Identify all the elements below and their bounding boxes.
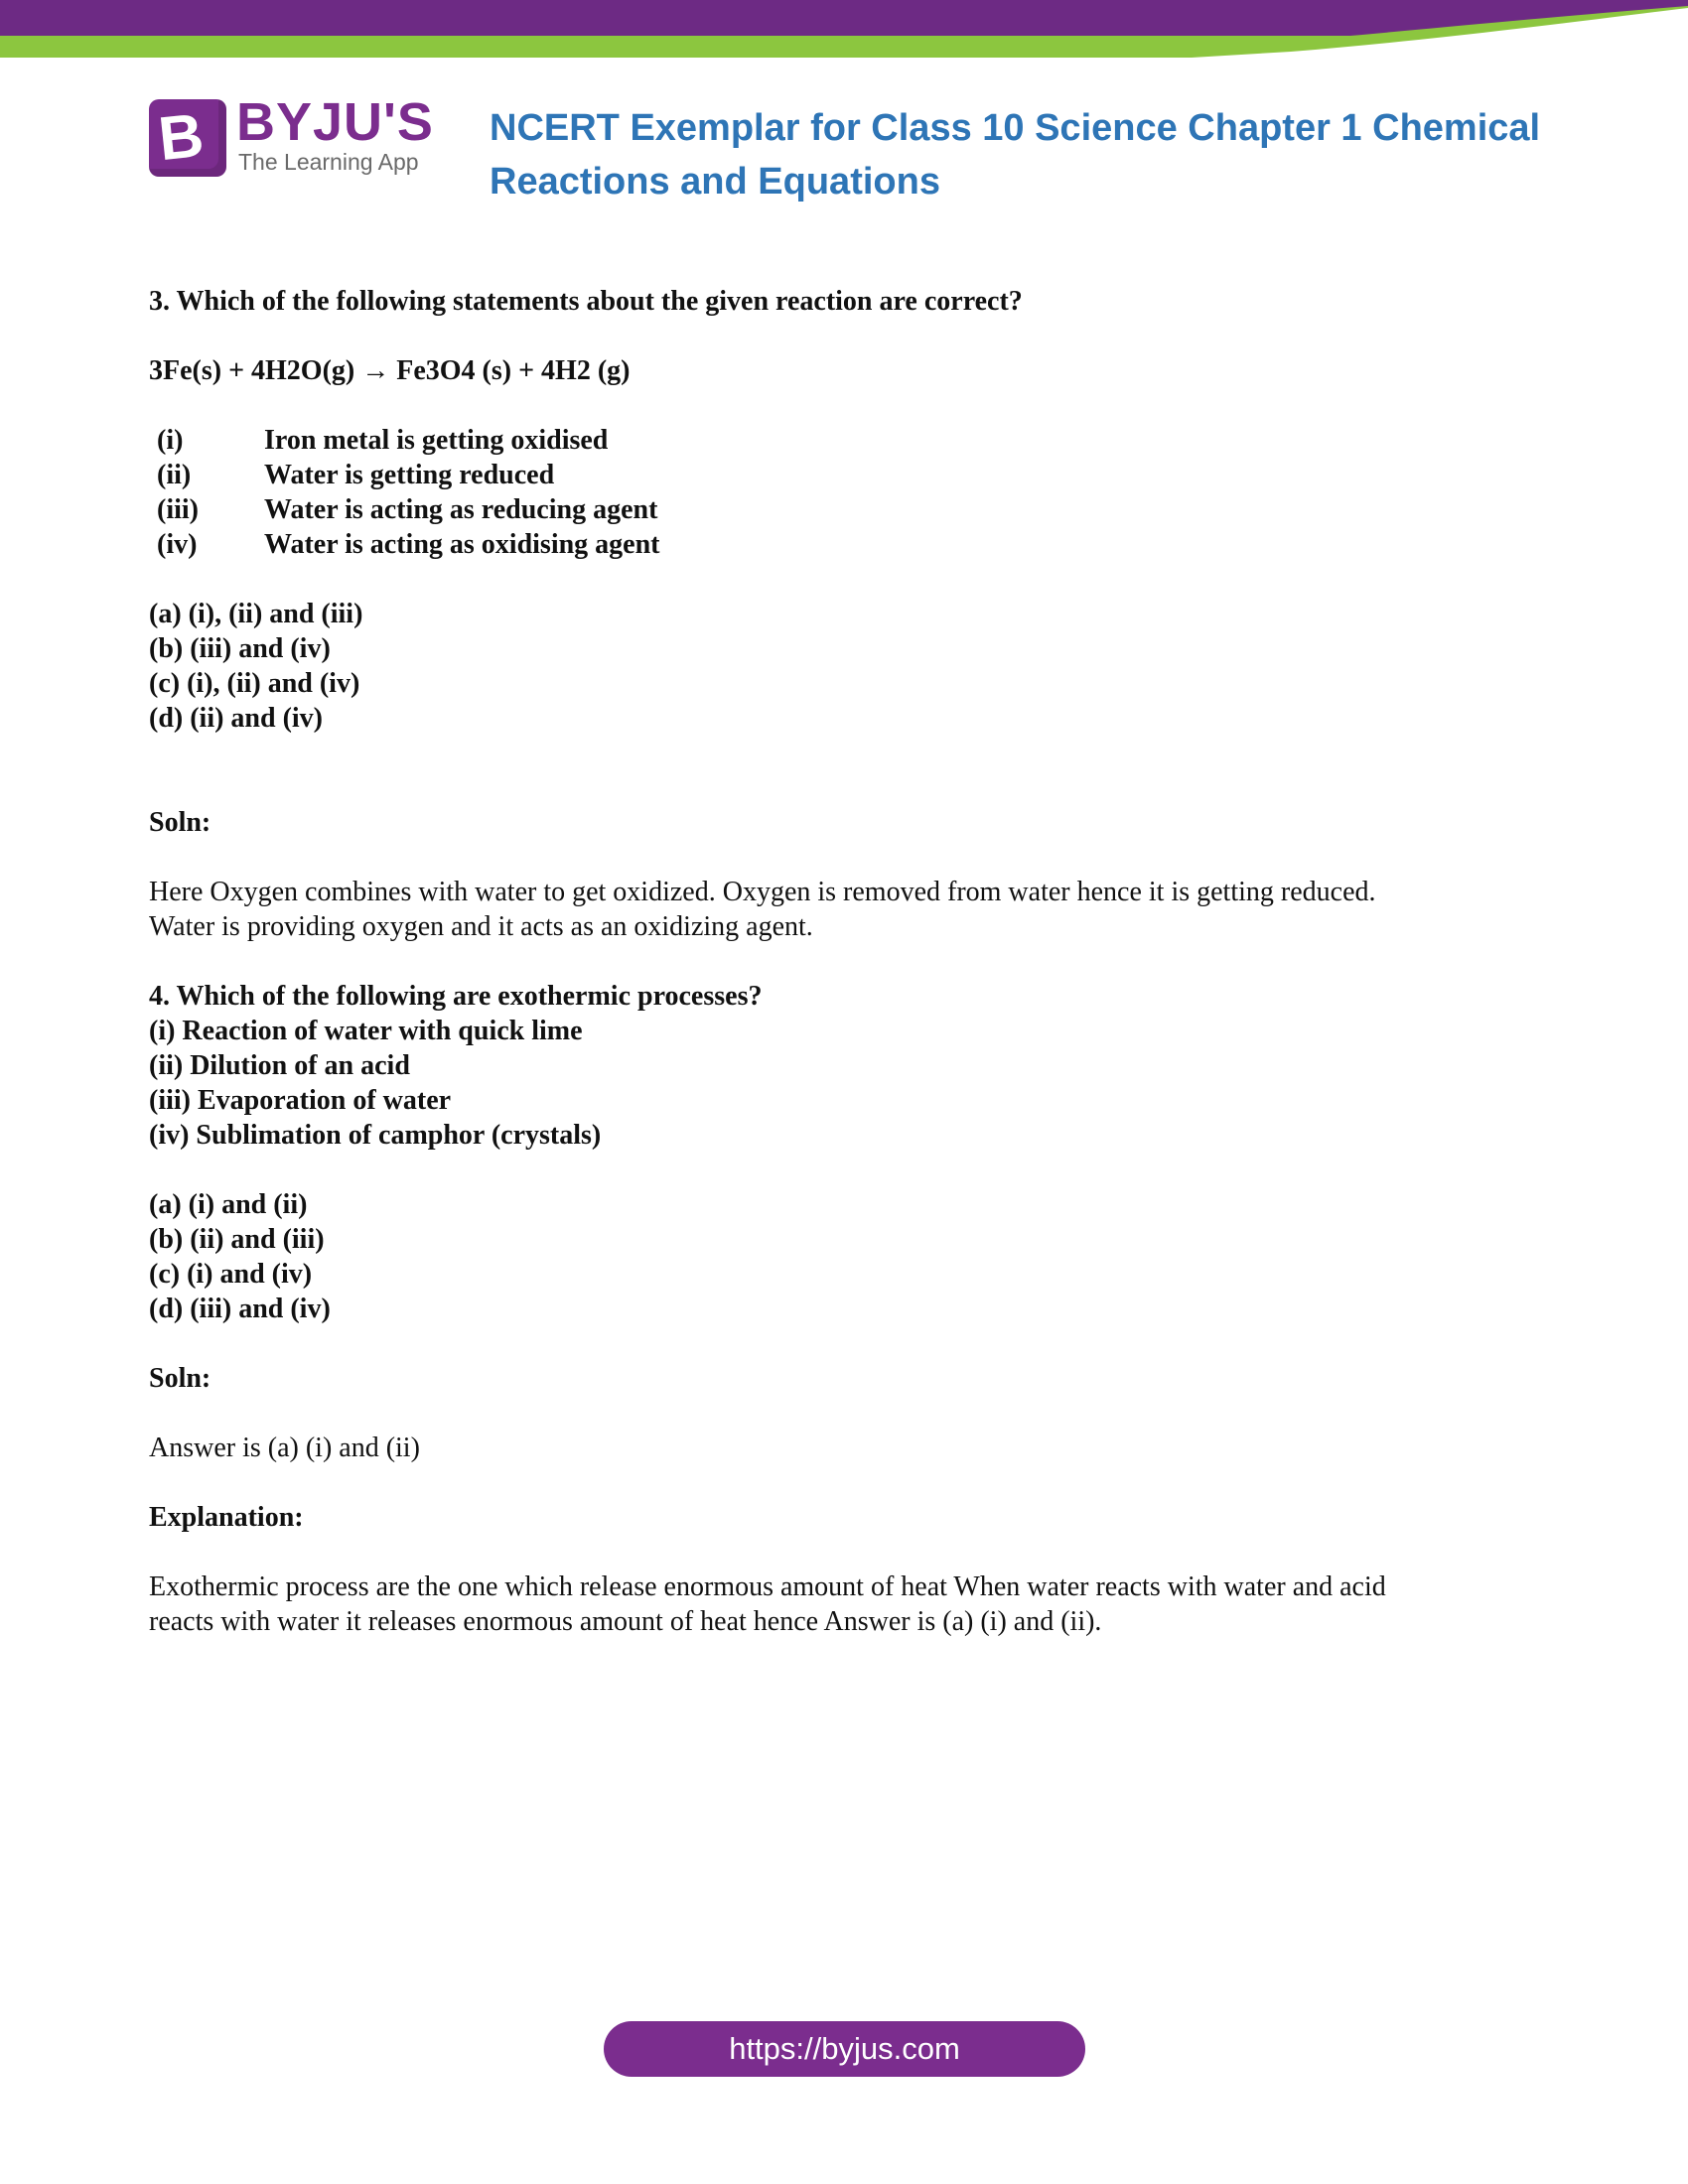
option-item: (d) (iii) and (iv) <box>149 1294 331 1324</box>
option-item: (d) (ii) and (iv) <box>149 703 323 734</box>
statement-item <box>149 423 1539 458</box>
option-item: (a) (i) and (ii) <box>149 1189 308 1220</box>
header-band <box>0 0 1688 60</box>
q4-answer: Answer is (a) (i) and (ii) <box>149 1433 420 1463</box>
q4-soln-label: Soln: <box>149 1363 211 1394</box>
option-item: (b) (ii) and (iii) <box>149 1224 325 1255</box>
statement-text: Water is getting reduced <box>264 460 555 490</box>
logo-letter: B <box>155 100 208 175</box>
q3-soln-label: Soln: <box>149 807 211 838</box>
page-title: NCERT Exemplar for Class 10 Science Chapter 1 Chemical Reactions and Equations <box>490 107 1541 203</box>
explanation-label: Explanation: <box>149 1502 304 1533</box>
statement-text: Iron metal is getting oxidised <box>264 425 609 456</box>
document-body <box>149 284 1539 1639</box>
question-3: 3. Which of the following statements about the given reaction are correct? <box>149 286 1023 317</box>
explanation-line: Exothermic process are the one which release enormous amount of heat When water reacts with water and acid <box>149 1571 1386 1602</box>
process-item: (iii) Evaporation of water <box>149 1085 452 1116</box>
option-item: (b) (iii) and (iv) <box>149 633 331 664</box>
statement-number: (i) <box>157 425 184 456</box>
q3-solution-line: Water is providing oxygen and it acts as an oxidizing agent. <box>149 911 813 942</box>
q4-items <box>149 1014 1539 1153</box>
statement-text: Water is acting as reducing agent <box>264 494 658 525</box>
logo-mark <box>149 99 226 177</box>
statement-text: Water is acting as oxidising agent <box>264 529 660 560</box>
chemical-equation: 3Fe(s) + 4H2O(g) → Fe3O4 (s) + 4H2 (g) <box>149 355 631 386</box>
q3-options <box>149 597 1539 736</box>
website-link[interactable]: https://byjus.com <box>604 2021 1085 2077</box>
statement-number: (ii) <box>157 460 192 490</box>
byjus-logo <box>149 92 437 183</box>
statement-item <box>149 458 1539 492</box>
q3-solution-line: Here Oxygen combines with water to get oxidized. Oxygen is removed from water hence it is getting reduced. <box>149 877 1376 907</box>
process-item: (i) Reaction of water with quick lime <box>149 1016 583 1046</box>
statement-list <box>149 423 1539 562</box>
statement-number: (iv) <box>157 529 198 560</box>
q4-options <box>149 1187 1539 1326</box>
question-4: 4. Which of the following are exothermic processes? <box>149 981 763 1012</box>
process-item: (iv) Sublimation of camphor (crystals) <box>149 1120 602 1151</box>
process-item: (ii) Dilution of an acid <box>149 1050 410 1081</box>
brand-name: BYJU'S <box>236 92 434 152</box>
brand-tagline: The Learning App <box>238 149 419 175</box>
option-item: (a) (i), (ii) and (iii) <box>149 599 363 629</box>
statement-item <box>149 492 1539 527</box>
explanation-line: reacts with water it releases enormous amount of heat hence Answer is (a) (i) and (ii). <box>149 1606 1102 1637</box>
statement-number: (iii) <box>157 494 199 525</box>
option-item: (c) (i), (ii) and (iv) <box>149 668 360 699</box>
option-item: (c) (i) and (iv) <box>149 1259 313 1290</box>
statement-item <box>149 527 1539 562</box>
